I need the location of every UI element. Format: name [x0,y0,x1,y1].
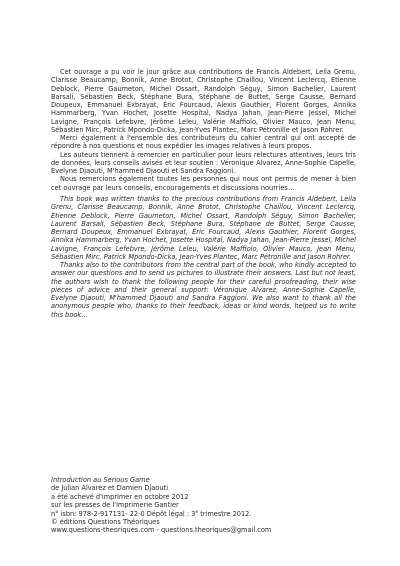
copyright-line: © éditions Questions Théoriques [51,518,160,527]
acknowledgements-french [51,68,356,192]
website-line: www.questions-theoriques.com - questions.theoriques@gmail.com [51,526,272,535]
isbn-line [51,510,371,518]
book-title: Introduction au Serious Game [51,476,150,484]
printer-name: sur les presses de l'imprimerie Gantier [51,501,179,510]
print-date: a été achevé d'imprimer en octobre 2012 [51,492,189,501]
french-contributors-paragraph: Cet ouvrage a pu voir le jour grâce aux contributions de Francis Aldebert, Leila Grenu, Clarisse Beaucamp, Bonnik, Anne Brotot, Christophe Chaillou, Vincent Leclercq, Etienne Deblock, Pierre Gaumeton, Michel Ossart, Randolph Séguy, Simon Bachelier, Laurent Barsali, Sébastien Beck, Stéphane Bura, Stéphane de Buttet, Serge Causse, Bernard Doupeux, Emmanuel Exbrayat, Éric Fourcaud, Alexis Gauthier, Florent Gorges, Annika Hammarberg, Yvan Hochet, Josette Hospital, Nadya Jahan, Jean-Pierre Jessel, Michel Lavigne, François Lefebvre, Jérôme Leleu, Valérie Maffiolo, Olivier Mauco, Jean Menu, Sébastien Mirc, Patrick Mpondo-Dicka, Jean-Yves Plantec, Marc Pétronille et Jason Rohrer. [51,68,356,134]
book-authors: de Julian Alvarez et Damien Djaouti [51,484,168,493]
french-proofreaders-thanks: Les auteurs tiennent à remercier en particulier pour leurs relectures attentives, leurs tris de données, leurs conseils avisés et leur soutien : Véronique Alvarez, Anne-Sophie Capelle, Evelyne Djaouti, M'hammed Djaouti et Sandra Faggioni. [51,150,356,175]
english-contributors-paragraph: This book was written thanks to the precious contributions from Francis Aldebert, Leila Grenu, Clarisse Beaucamp, Bonnik, Anne Brotot, Christophe Chaillou, Vincent Leclercq, Etienne Deblock, Pierre Gaumeton, Michel Ossart, Randolph Séguy, Simon Bachelier, Laurent Barsali, Sébastien Beck, Stéphane Bura, Stéphane de Buttet, Serge Causse, Bernard Doupeux, Emmanuel Exbrayat, Éric Fourcaud, Alexis Gauthier, Florent Gorges, Annika Hammarberg, Yvan Hochet, Josette Hospital, Nadya Jahan, Jean-Pierre Jessel, Michel Lavigne, François Lefebvre, Jérôme Leleu, Valérie Maffiolo, Olivier Mauco, Jean Menu, Sébastien Mirc, Patrick Mpondo-Dicka, Jean-Yves Plantec, Marc Pétronille and Jason Rohrer. [51,195,356,261]
french-central-section-thanks: Merci également à l'ensemble des contributeurs du cahier central qui ont accepté de répondre à nos questions et nous expédier les images relatives à leurs propos. [51,134,356,151]
isbn-quarter: trimestre 2012. [198,509,252,518]
english-thanks-paragraph: Thanks also to the contributors from the central part of the book, who kindly accepted to answer our questions and to send us pictures to illustrate their answers. Last but not least, the authors wish to thank the following people for their careful proofreading, their wise pieces of advice and their general support: Véronique Alvarez, Anne-Sophie Capelle, Evelyne Djaouti, M'hammed Djaouti and Sandra Faggioni. We also want to thank all the anonymous people who, thanks to their feedback, ideas or kind words, helped us to write this book… [51,261,356,319]
colophon-block [51,476,371,535]
acknowledgements-english [51,195,356,319]
isbn-text: n° isbn: 978-2-917131- 22-0 Dépôt légal : 3 [51,509,196,518]
french-general-thanks: Nous remercions également toutes les personnes qui nous ont permis de mener à bien cet ouvrage par leurs conseils, encouragements et discussions nourries… [51,175,356,192]
isbn-ordinal: e [195,509,199,515]
